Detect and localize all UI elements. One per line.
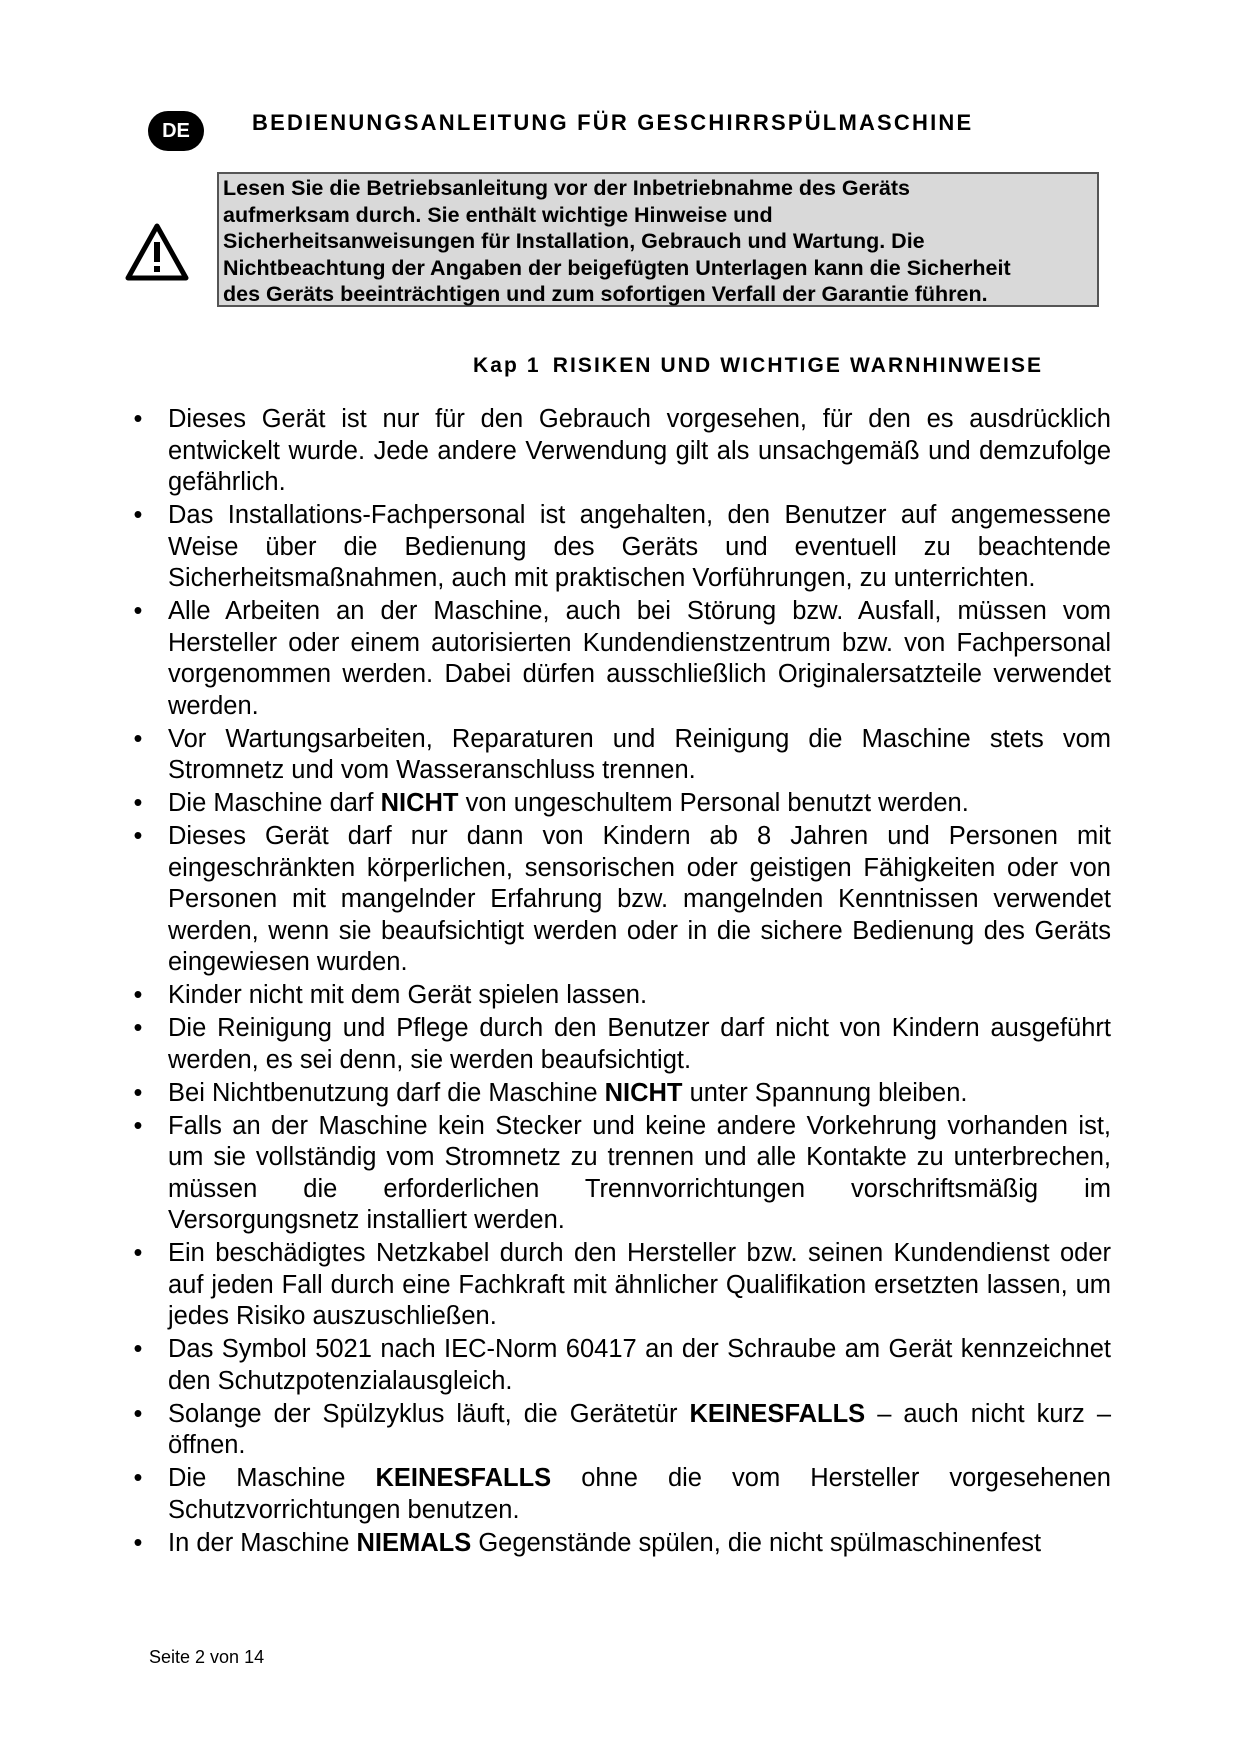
document-title: BEDIENUNGSANLEITUNG FÜR GESCHIRRSPÜLMASCHINE [252, 110, 974, 135]
list-item: • Bei Nichtbenutzung darf die Maschine NICHT unter Spannung bleiben. [128, 1078, 1111, 1110]
bullet-icon: • [133, 1464, 143, 1492]
safety-notice-box [217, 172, 1099, 307]
list-item: • Kinder nicht mit dem Gerät spielen lassen. [128, 980, 1111, 1012]
chapter-heading [473, 354, 1043, 378]
notice-line: Nichtbeachtung der Angaben der beigefügten Unterlagen kann die Sicherheit [223, 255, 1011, 280]
bullet-icon: • [133, 405, 143, 433]
list-item: • Vor Wartungsarbeiten, Reparaturen und Reinigung die Maschine stets vom Stromnetz und vom Wasseranschluss trennen. [128, 724, 1111, 787]
bullet-icon: • [133, 1399, 143, 1428]
bullet-icon: • [133, 597, 143, 625]
list-item: • Das Installations-Fachpersonal ist angehalten, den Benutzer auf angemessene Weise über die Bedienung des Geräts und eventuell zu beachtende Sicherheitsmaßnahmen, auch mit praktischen Vorführungen, zu unterrichten. [128, 500, 1111, 595]
bullet-icon: • [133, 501, 143, 529]
bullet-icon: • [133, 1111, 143, 1140]
bullet-icon: • [133, 1014, 143, 1042]
list-item: • Die Maschine darf NICHT von ungeschultem Personal benutzt werden. [128, 788, 1111, 820]
list-item: • Ein beschädigtes Netzkabel durch den Hersteller bzw. seinen Kundendienst oder auf jeden Fall durch eine Fachkraft mit ähnlicher Qualifikation ersetzten lassen, um jedes Risiko auszuschließen. [128, 1238, 1111, 1333]
notice-line: Sicherheitsanweisungen für Installation, Gebrauch und Wartung. Die [223, 229, 925, 254]
bullet-icon: • [133, 822, 143, 850]
list-item: • Die Reinigung und Pflege durch den Benutzer darf nicht von Kindern ausgeführt werden, es sei denn, sie werden beaufsichtigt. [128, 1013, 1111, 1076]
list-item: • Alle Arbeiten an der Maschine, auch bei Störung bzw. Ausfall, müssen vom Hersteller oder einem autorisierten Kundendienstzentrum bzw. von Fachpersonal vorgenommen werden. Dabei dürfen ausschließlich Originalersatzteile verwendet werden. [128, 596, 1111, 722]
list-item: • Dieses Gerät ist nur für den Gebrauch vorgesehen, für den es ausdrücklich entwickelt wurde. Jede andere Verwendung gilt als unsachgemäß und demzufolge gefährlich. [128, 404, 1111, 499]
language-badge: DE [148, 111, 204, 151]
list-item: • Falls an der Maschine kein Stecker und keine andere Vorkehrung vorhanden ist, um sie vollständig vom Stromnetz zu trennen und alle Kontakte zu unterbrechen, müssen die erforderlichen Trennvorrichtungen vorschriftsmäßig im Versorgungsnetz installiert werden. [128, 1111, 1111, 1237]
list-item: • Die Maschine KEINESFALLS ohne die vom Hersteller vorgesehenen Schutzvorrichtungen benutzen. [128, 1463, 1111, 1526]
page-number: Seite 2 von 14 [149, 1647, 265, 1667]
bullet-icon: • [133, 981, 143, 1009]
chapter-title: RISIKEN UND WICHTIGE WARNHINWEISE [552, 354, 1044, 377]
list-item: • Dieses Gerät darf nur dann von Kindern ab 8 Jahren und Personen mit eingeschränkten körperlichen, sensorischen oder geistigen Fähigkeiten oder von Personen mit mangelnder Erfahrung bzw. mangelnden Kenntnissen verwendet werden, wenn sie beaufsichtigt werden oder in die sichere Bedienung des Geräts eingewiesen wurden. [128, 821, 1111, 979]
notice-line: aufmerksam durch. Sie enthält wichtige Hinweise und [223, 202, 773, 227]
list-item: • Solange der Spülzyklus läuft, die Gerätetür KEINESFALLS – auch nicht kurz – öffnen. [128, 1399, 1111, 1462]
notice-line: Lesen Sie die Betriebsanleitung vor der Inbetriebnahme des Geräts [223, 176, 911, 200]
bullet-icon: • [133, 1528, 143, 1557]
list-item: • Das Symbol 5021 nach IEC-Norm 60417 an der Schraube am Gerät kennzeichnet den Schutzpotenzialausgleich. [128, 1334, 1111, 1397]
bullet-icon: • [133, 1239, 143, 1267]
bullet-icon: • [133, 789, 143, 817]
bullet-icon: • [133, 724, 143, 753]
chapter-label: Kap 1 [473, 354, 541, 377]
notice-line: des Geräts beeinträchtigen und zum sofortigen Verfall der Garantie führen. [223, 282, 988, 307]
warning-triangle-icon [125, 222, 189, 282]
bullet-icon: • [133, 1078, 143, 1107]
bullet-icon: • [133, 1335, 143, 1363]
warnings-list [128, 404, 1111, 1561]
list-item: • In der Maschine NIEMALS Gegenstände spülen, die nicht spülmaschinenfest [128, 1528, 1111, 1560]
